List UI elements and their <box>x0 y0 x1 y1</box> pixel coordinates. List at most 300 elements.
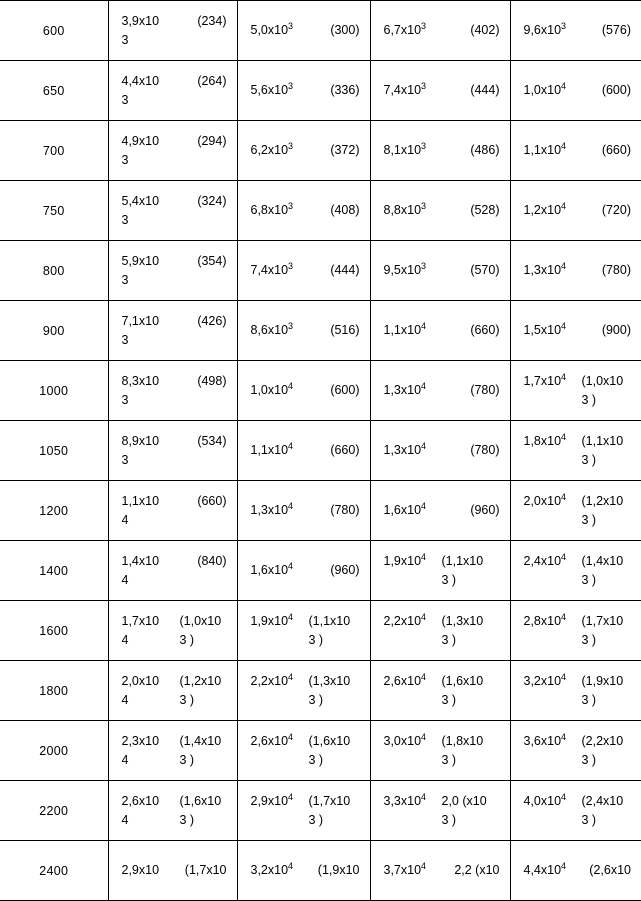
value-cell <box>510 481 641 541</box>
value-mantissa: 1,1x10 <box>250 443 289 457</box>
value-cell <box>510 541 641 601</box>
row-size-value: 2400 <box>39 863 69 878</box>
paren-value <box>580 82 636 99</box>
table-row <box>0 421 641 481</box>
paren-value <box>178 313 231 330</box>
value-text <box>524 322 580 339</box>
paren-text: (2,6x10 <box>589 863 631 877</box>
value-text <box>524 733 580 750</box>
paren-text: (1,4x10 <box>581 553 624 568</box>
value-cell <box>237 361 370 421</box>
value-text <box>251 262 307 279</box>
value-cell <box>370 601 510 661</box>
paren-value <box>307 613 364 649</box>
paren-text: (324) <box>197 193 227 208</box>
value-exponent: 4 <box>288 560 294 571</box>
value-exponent: 4 <box>288 671 294 682</box>
value-cell <box>370 241 510 301</box>
value-mantissa: 1,3x10 <box>383 443 422 457</box>
paren-value <box>440 502 504 519</box>
paren-exponent: 3 ) <box>581 392 597 407</box>
value-text <box>524 613 580 630</box>
value-text <box>122 613 178 649</box>
row-size-cell <box>0 721 108 781</box>
paren-text: (534) <box>197 433 227 448</box>
value-cell <box>510 121 641 181</box>
paren-text: (960) <box>470 503 500 517</box>
paren-exponent: 3 ) <box>308 752 324 767</box>
paren-exponent: 3 ) <box>581 572 597 587</box>
paren-text: (1,9x10 <box>317 863 360 877</box>
value-text <box>122 553 178 589</box>
value-cell <box>510 61 641 121</box>
value-exponent: 4 <box>421 320 427 331</box>
value-mantissa: 7,4x10 <box>250 263 289 277</box>
value-exponent: 3 <box>421 140 427 151</box>
value-text <box>384 442 440 459</box>
paren-text: (2,4x10 <box>581 793 624 808</box>
value-mantissa: 2,6x10 <box>383 673 422 688</box>
value-exponent: 4 <box>421 731 427 742</box>
value-cell <box>108 601 237 661</box>
row-size-value: 1050 <box>39 443 69 458</box>
value-mantissa: 3,0x10 <box>383 733 422 748</box>
value-mantissa: 9,5x10 <box>383 263 422 277</box>
paren-exponent: 3 ) <box>581 752 597 767</box>
value-cell <box>510 361 641 421</box>
table-row <box>0 301 641 361</box>
paren-text: (660) <box>470 323 500 337</box>
paren-text: (336) <box>330 83 360 97</box>
paren-text: (426) <box>197 313 227 328</box>
paren-text: (570) <box>470 263 500 277</box>
paren-text: (1,8x10 <box>441 733 484 748</box>
value-cell <box>237 301 370 361</box>
value-exponent: 4 <box>561 731 567 742</box>
value-text <box>524 202 580 219</box>
paren-text: (660) <box>601 143 631 157</box>
value-mantissa: 3,2x10 <box>250 863 289 877</box>
value-mantissa: 2,0x10 <box>523 493 562 508</box>
value-text <box>384 613 440 630</box>
value-mantissa: 1,6x10 <box>250 563 289 577</box>
paren-exponent: 3 ) <box>581 512 597 527</box>
value-mantissa: 8,6x10 <box>250 323 289 337</box>
value-mantissa: 7,1x10 <box>121 313 160 328</box>
value-mantissa: 1,1x10 <box>121 493 160 508</box>
paren-text: (1,3x10 <box>308 673 351 688</box>
paren-text: (960) <box>330 563 360 577</box>
value-text <box>251 793 307 810</box>
table-row <box>0 481 641 541</box>
value-text <box>384 82 440 99</box>
value-exponent: 3 <box>288 20 294 31</box>
value-exponent: 4 <box>561 260 567 271</box>
paren-exponent: 3 ) <box>179 752 195 767</box>
paren-value <box>440 793 504 829</box>
value-cell <box>370 61 510 121</box>
row-size-value: 2200 <box>39 803 69 818</box>
value-mantissa: 3,6x10 <box>523 733 562 748</box>
paren-text: (1,7x10 <box>581 613 624 628</box>
paren-value <box>440 202 504 219</box>
row-size-cell <box>0 301 108 361</box>
value-exponent: 4 <box>561 551 567 562</box>
row-size-cell <box>0 841 108 901</box>
paren-value <box>307 82 364 99</box>
paren-text: 2,2 (x10 <box>454 863 500 877</box>
value-text <box>251 22 307 39</box>
value-text <box>384 502 440 519</box>
paren-value <box>307 262 364 279</box>
value-exponent: 4 <box>561 140 567 151</box>
value-mantissa: 8,9x10 <box>121 433 160 448</box>
paren-value <box>178 613 231 649</box>
value-text <box>251 322 307 339</box>
value-cell <box>108 301 237 361</box>
value-mantissa: 1,4x10 <box>121 553 160 568</box>
value-text <box>384 142 440 159</box>
value-exponent: 4 <box>561 611 567 622</box>
value-exponent: 3 <box>121 452 129 467</box>
value-cell <box>108 541 237 601</box>
paren-exponent: 3 ) <box>441 632 457 647</box>
paren-value <box>178 733 231 769</box>
value-mantissa: 1,3x10 <box>250 503 289 517</box>
paren-value <box>440 22 504 39</box>
value-cell <box>237 721 370 781</box>
row-size-value: 1200 <box>39 503 69 518</box>
paren-exponent: 3 ) <box>179 692 195 707</box>
value-exponent: 4 <box>121 812 129 827</box>
paren-text: (576) <box>601 23 631 37</box>
value-cell <box>510 601 641 661</box>
paren-text: (300) <box>330 23 360 37</box>
value-cell <box>370 721 510 781</box>
value-cell <box>237 181 370 241</box>
value-exponent: 4 <box>288 500 294 511</box>
paren-text: (720) <box>601 203 631 217</box>
paren-value <box>178 433 231 450</box>
value-mantissa: 1,6x10 <box>383 503 422 517</box>
value-text <box>524 673 580 690</box>
value-cell <box>370 301 510 361</box>
value-mantissa: 1,3x10 <box>383 383 422 397</box>
paren-exponent: 3 ) <box>179 632 195 647</box>
value-text <box>122 793 178 829</box>
value-cell <box>370 1 510 61</box>
value-cell <box>510 181 641 241</box>
paren-value <box>440 733 504 769</box>
paren-exponent: 3 ) <box>581 812 597 827</box>
value-cell <box>237 661 370 721</box>
value-text <box>384 382 440 399</box>
value-mantissa: 3,9x10 <box>121 13 160 28</box>
value-text <box>122 13 178 49</box>
paren-value <box>580 493 636 529</box>
value-exponent: 4 <box>288 860 294 871</box>
paren-text: (1,0x10 <box>179 613 222 628</box>
row-size-cell <box>0 421 108 481</box>
paren-text: (1,7x10 <box>184 863 227 877</box>
paren-value <box>178 493 231 510</box>
value-mantissa: 4,0x10 <box>523 793 562 808</box>
value-mantissa: 1,3x10 <box>523 263 562 277</box>
paren-value <box>580 322 636 339</box>
value-mantissa: 4,4x10 <box>121 73 160 88</box>
value-text <box>251 142 307 159</box>
value-mantissa: 9,6x10 <box>523 23 562 37</box>
value-text <box>384 22 440 39</box>
value-exponent: 4 <box>288 791 294 802</box>
value-exponent: 4 <box>421 551 427 562</box>
value-cell <box>108 661 237 721</box>
paren-value <box>307 202 364 219</box>
paren-text: (840) <box>197 553 227 568</box>
value-text <box>251 673 307 690</box>
paren-exponent: 3 ) <box>179 812 195 827</box>
value-mantissa: 8,1x10 <box>383 143 422 157</box>
value-exponent: 4 <box>421 860 427 871</box>
row-size-cell <box>0 181 108 241</box>
paren-text: (1,4x10 <box>179 733 222 748</box>
value-exponent: 3 <box>121 32 129 47</box>
value-cell <box>108 841 237 901</box>
paren-exponent: 3 ) <box>441 572 457 587</box>
value-exponent: 4 <box>561 80 567 91</box>
paren-value <box>307 862 364 879</box>
value-mantissa: 5,9x10 <box>121 253 160 268</box>
value-mantissa: 2,9x10 <box>121 863 160 877</box>
value-exponent: 4 <box>421 380 427 391</box>
value-mantissa: 1,0x10 <box>250 383 289 397</box>
value-exponent: 3 <box>121 152 129 167</box>
row-size-value: 650 <box>42 83 65 98</box>
value-mantissa: 3,7x10 <box>383 863 422 877</box>
table-row <box>0 541 641 601</box>
paren-value <box>580 733 636 769</box>
paren-text: (1,2x10 <box>581 493 624 508</box>
value-mantissa: 1,8x10 <box>523 433 562 448</box>
paren-value <box>580 862 636 879</box>
value-text <box>251 202 307 219</box>
value-mantissa: 2,8x10 <box>523 613 562 628</box>
value-exponent: 4 <box>421 611 427 622</box>
paren-exponent: 3 ) <box>441 752 457 767</box>
value-text <box>524 553 580 570</box>
value-text <box>524 493 580 510</box>
paren-value <box>580 793 636 829</box>
paren-text: (528) <box>470 203 500 217</box>
value-mantissa: 8,8x10 <box>383 203 422 217</box>
value-mantissa: 1,0x10 <box>523 83 562 97</box>
paren-text: (1,1x10 <box>441 553 484 568</box>
value-text <box>122 133 178 169</box>
value-cell <box>370 361 510 421</box>
paren-text: (780) <box>470 443 500 457</box>
paren-value <box>580 613 636 649</box>
value-text <box>524 142 580 159</box>
paren-exponent: 3 ) <box>308 812 324 827</box>
value-exponent: 4 <box>288 440 294 451</box>
paren-value <box>178 673 231 709</box>
row-size-value: 1400 <box>39 563 69 578</box>
paren-value <box>580 433 636 469</box>
value-mantissa: 5,0x10 <box>250 23 289 37</box>
paren-value <box>440 613 504 649</box>
value-text <box>524 862 580 879</box>
value-cell <box>370 481 510 541</box>
value-cell <box>510 301 641 361</box>
paren-text: (2,2x10 <box>581 733 624 748</box>
paren-value <box>307 142 364 159</box>
value-exponent: 3 <box>288 140 294 151</box>
paren-text: (1,6x10 <box>308 733 351 748</box>
paren-text: (294) <box>197 133 227 148</box>
value-exponent: 4 <box>561 491 567 502</box>
value-text <box>384 733 440 750</box>
value-mantissa: 1,9x10 <box>383 553 422 568</box>
paren-text: (1,1x10 <box>308 613 351 628</box>
value-mantissa: 2,2x10 <box>383 613 422 628</box>
value-cell <box>510 1 641 61</box>
paren-exponent: 3 ) <box>581 632 597 647</box>
row-size-value: 600 <box>42 23 65 38</box>
value-cell <box>370 661 510 721</box>
value-text <box>251 442 307 459</box>
value-mantissa: 1,9x10 <box>250 613 289 628</box>
value-cell <box>370 421 510 481</box>
value-cell <box>237 241 370 301</box>
row-size-cell <box>0 601 108 661</box>
paren-value <box>580 202 636 219</box>
value-mantissa: 1,5x10 <box>523 323 562 337</box>
value-text <box>251 613 307 630</box>
value-exponent: 4 <box>561 791 567 802</box>
value-cell <box>510 241 641 301</box>
value-exponent: 4 <box>121 572 129 587</box>
value-text <box>384 202 440 219</box>
paren-exponent: 3 ) <box>581 452 597 467</box>
value-exponent: 4 <box>561 431 567 442</box>
value-exponent: 4 <box>561 320 567 331</box>
value-exponent: 4 <box>288 731 294 742</box>
paren-exponent: 3 ) <box>441 812 457 827</box>
value-exponent: 3 <box>121 392 129 407</box>
paren-text: (660) <box>197 493 227 508</box>
table-row <box>0 181 641 241</box>
value-mantissa: 7,4x10 <box>383 83 422 97</box>
value-exponent: 4 <box>561 860 567 871</box>
value-exponent: 4 <box>421 440 427 451</box>
value-exponent: 4 <box>561 371 567 382</box>
value-cell <box>370 841 510 901</box>
value-mantissa: 6,2x10 <box>250 143 289 157</box>
value-cell <box>237 1 370 61</box>
value-mantissa: 5,6x10 <box>250 83 289 97</box>
value-text <box>524 433 580 450</box>
paren-text: (1,3x10 <box>441 613 484 628</box>
value-mantissa: 2,4x10 <box>523 553 562 568</box>
value-cell <box>108 721 237 781</box>
paren-value <box>178 133 231 150</box>
paren-value <box>580 673 636 709</box>
value-cell <box>108 241 237 301</box>
paren-text: (600) <box>601 83 631 97</box>
paren-text: (402) <box>470 23 500 37</box>
value-text <box>251 502 307 519</box>
row-size-value: 800 <box>42 263 65 278</box>
paren-value <box>178 793 231 829</box>
paren-value <box>178 193 231 210</box>
row-size-value: 700 <box>42 143 65 158</box>
value-cell <box>108 361 237 421</box>
value-exponent: 3 <box>561 20 567 31</box>
table-row <box>0 661 641 721</box>
paren-value <box>580 22 636 39</box>
paren-value <box>580 553 636 589</box>
paren-value <box>307 22 364 39</box>
value-mantissa: 4,9x10 <box>121 133 160 148</box>
row-size-value: 900 <box>42 323 65 338</box>
value-exponent: 3 <box>421 20 427 31</box>
paren-text: 2,0 (x10 <box>441 793 487 808</box>
paren-exponent: 3 ) <box>441 692 457 707</box>
value-cell <box>108 781 237 841</box>
value-exponent: 4 <box>561 671 567 682</box>
value-text <box>251 82 307 99</box>
paren-value <box>440 322 504 339</box>
value-text <box>384 322 440 339</box>
value-cell <box>510 661 641 721</box>
paren-text: (1,7x10 <box>308 793 351 808</box>
value-exponent: 3 <box>421 200 427 211</box>
paren-text: (1,6x10 <box>179 793 222 808</box>
value-mantissa: 2,9x10 <box>250 793 289 808</box>
value-mantissa: 2,0x10 <box>121 673 160 688</box>
paren-text: (234) <box>197 13 227 28</box>
value-cell <box>510 781 641 841</box>
paren-value <box>178 553 231 570</box>
value-text <box>122 193 178 229</box>
value-mantissa: 8,3x10 <box>121 373 160 388</box>
value-cell <box>108 181 237 241</box>
paren-text: (444) <box>470 83 500 97</box>
value-exponent: 4 <box>121 512 129 527</box>
paren-text: (516) <box>330 323 360 337</box>
row-size-cell <box>0 661 108 721</box>
value-cell <box>510 421 641 481</box>
paren-value <box>440 142 504 159</box>
row-size-cell <box>0 1 108 61</box>
value-mantissa: 1,7x10 <box>523 373 562 388</box>
paren-value <box>178 13 231 30</box>
value-text <box>251 862 307 879</box>
paren-value <box>307 733 364 769</box>
paren-value <box>307 442 364 459</box>
paren-value <box>440 442 504 459</box>
value-mantissa: 5,4x10 <box>121 193 160 208</box>
paren-value <box>440 673 504 709</box>
value-cell <box>370 541 510 601</box>
value-cell <box>237 841 370 901</box>
value-text <box>122 433 178 469</box>
value-cell <box>108 421 237 481</box>
paren-text: (486) <box>470 143 500 157</box>
table-row <box>0 721 641 781</box>
value-mantissa: 6,8x10 <box>250 203 289 217</box>
paren-value <box>580 142 636 159</box>
